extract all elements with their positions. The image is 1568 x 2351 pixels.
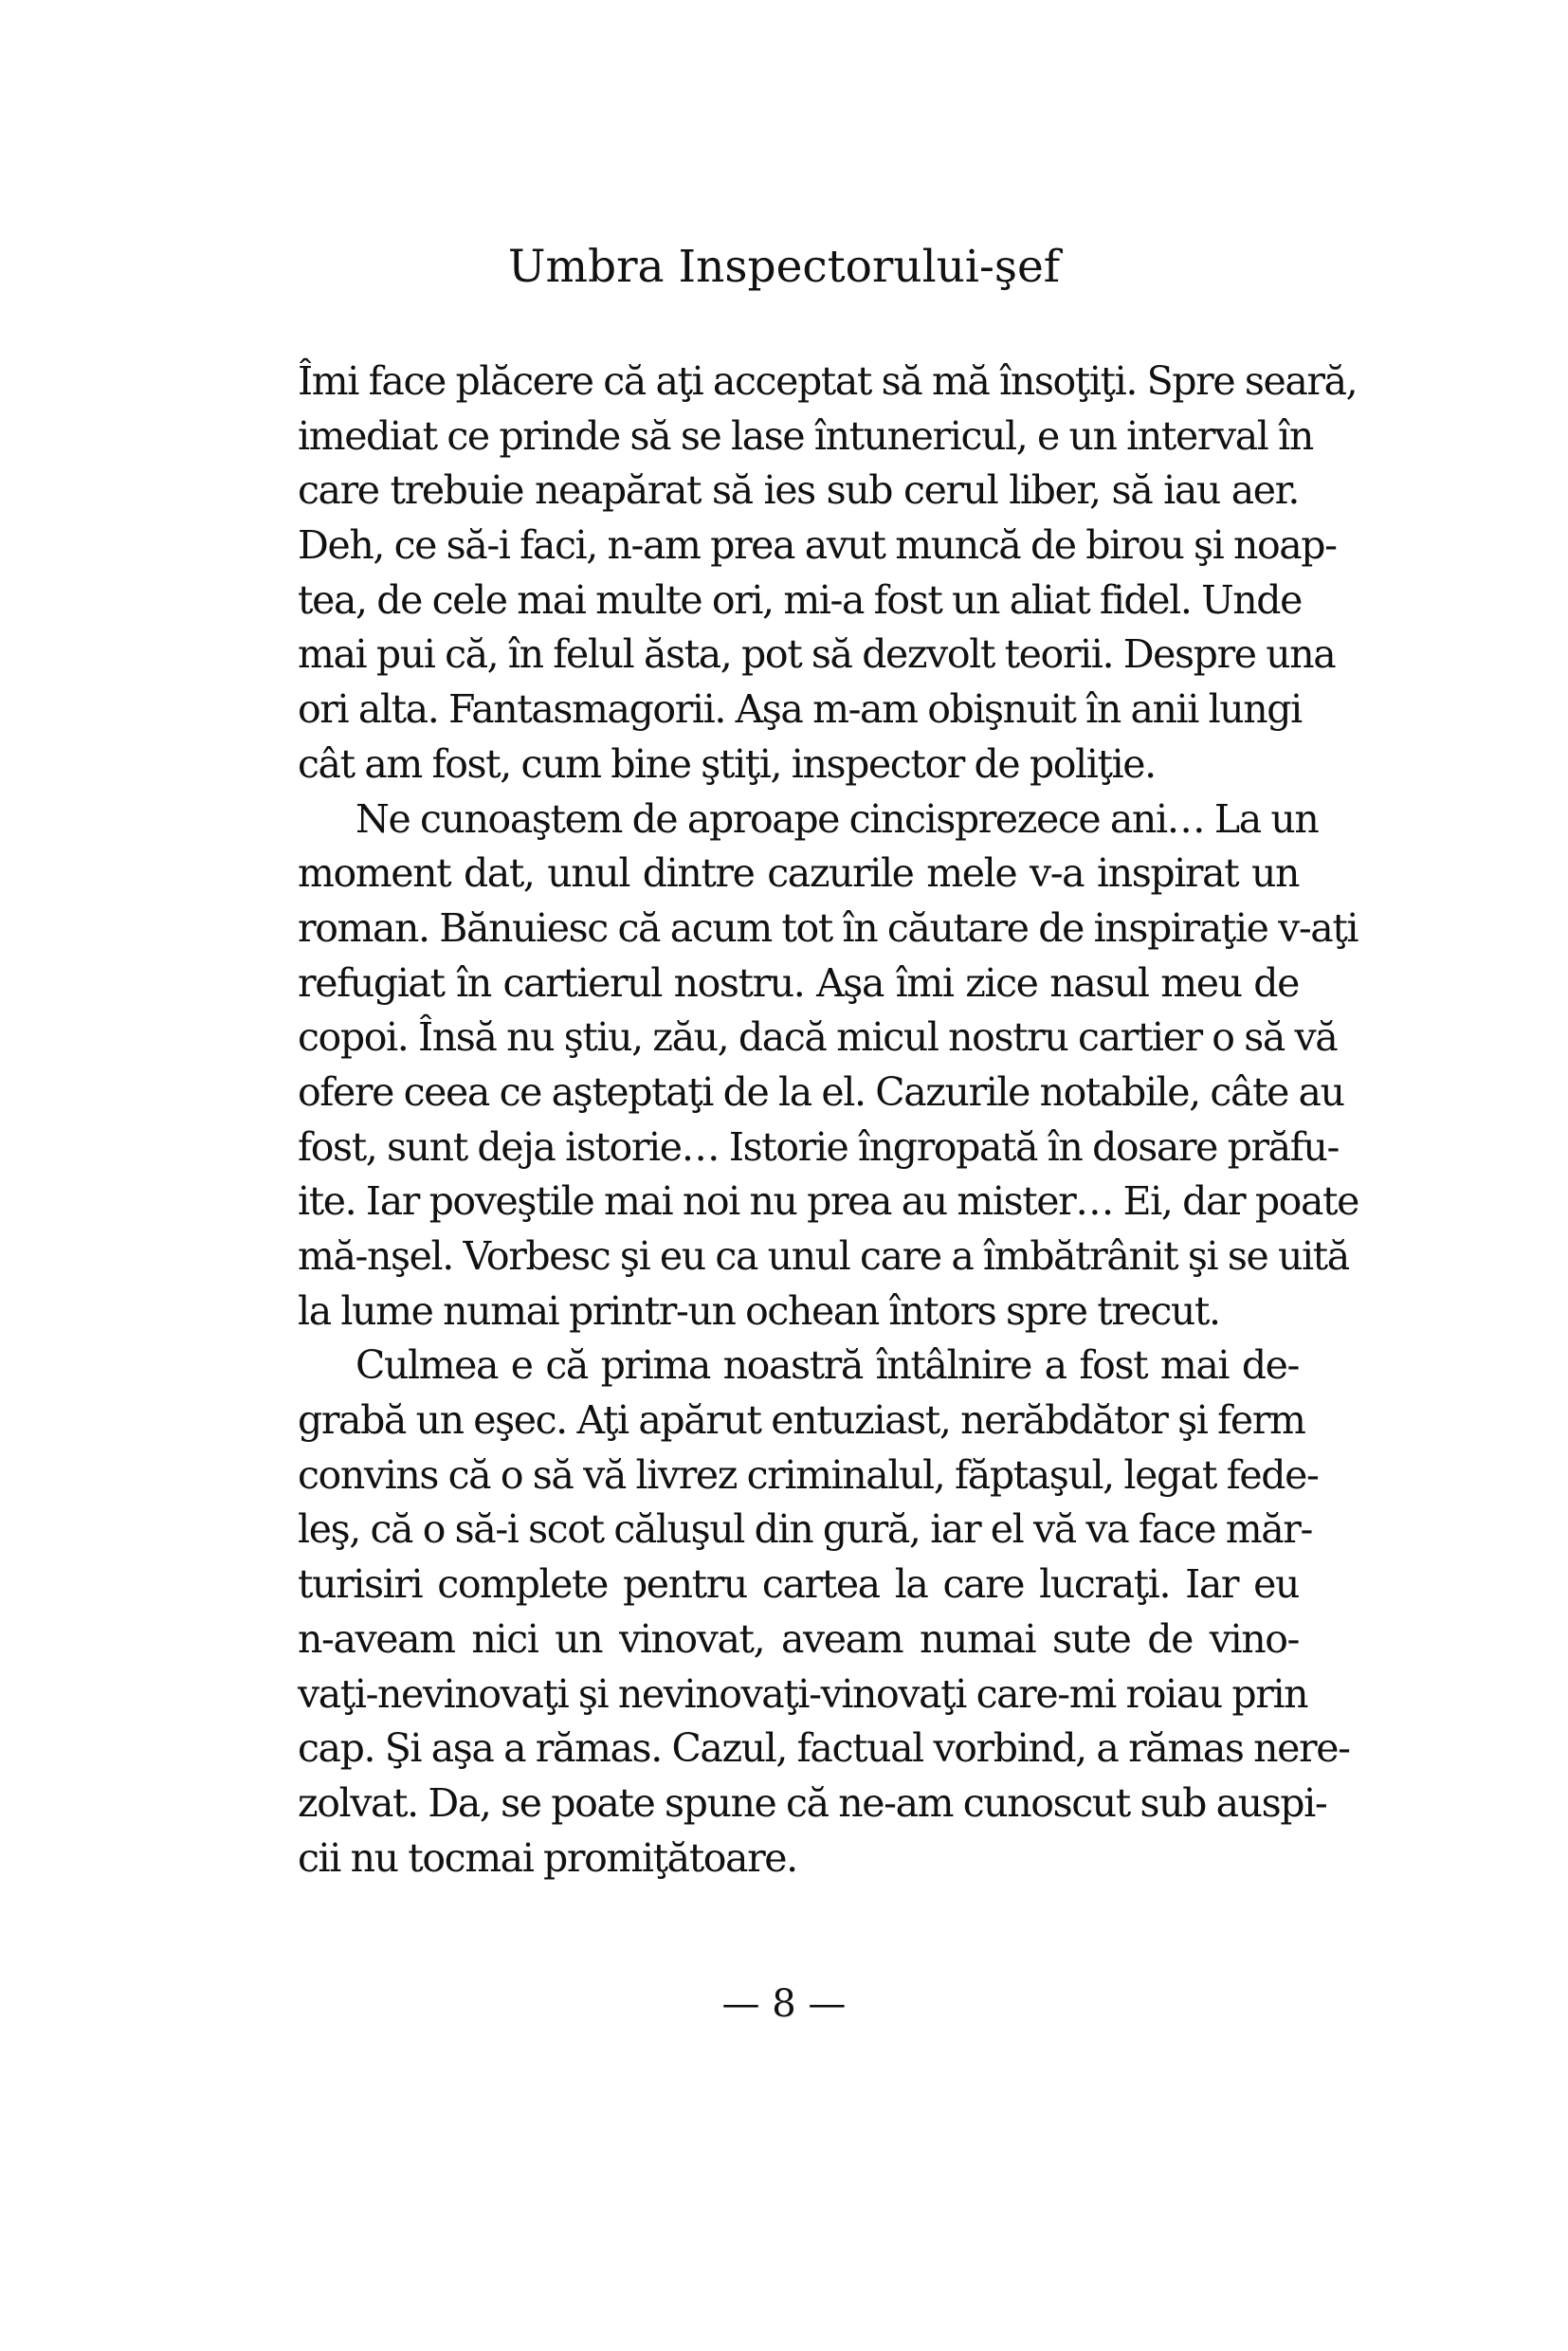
page-number: — 8 — (721, 1982, 847, 2026)
text-line: leş, că o să-i scot căluşul din gură, iar el vă va face măr- (298, 1506, 1312, 1553)
paragraph-2 (298, 793, 1358, 1340)
text-line: tea, de cele mai multe ori, mi-a fost un aliat fidel. Unde (298, 576, 1302, 623)
text-line: ofere ceea ce aşteptaţi de la el. Cazurile notabile, câte au (298, 1068, 1344, 1115)
text-line: la lume numai printr-un ochean întors spre trecut. (298, 1287, 1220, 1334)
text-line: roman. Bănuiesc că acum tot în căutare de inspiraţie v-aţi (298, 904, 1358, 951)
text-line: imediat ce prinde să se lase întunericul, e un interval în (298, 412, 1313, 459)
text-line: care trebuie neapărat să ies sub cerul liber, să iau aer. (298, 467, 1299, 514)
text-line: grabă un eşec. Aţi apărut entuziast, nerăbdător şi ferm (298, 1397, 1305, 1444)
text-line: ori alta. Fantasmagorii. Aşa m-am obişnuit în anii lungi (298, 686, 1302, 733)
paragraph-1 (298, 355, 1358, 793)
text-line: moment dat, unul dintre cazurile mele v-a inspirat un (298, 850, 1299, 897)
text-line: Deh, ce să-i faci, n-am prea avut muncă de birou şi noap- (298, 522, 1337, 569)
text-line: refugiat în cartierul nostru. Aşa îmi zice nasul meu de (298, 959, 1299, 1006)
text-line: n-aveam nici un vinovat, aveam numai sute de vino- (298, 1615, 1299, 1662)
chapter-title: Umbra Inspectorului-şef (507, 241, 1061, 293)
text-line: cât am fost, cum bine ştiţi, inspector de poliţie. (298, 740, 1156, 787)
text-line: Îmi face plăcere că aţi acceptat să mă însoţiţi. Spre seară, (298, 358, 1358, 404)
text-line: convins că o să vă livrez criminalul, făptaşul, legat fede- (298, 1451, 1319, 1498)
text-line: cap. Şi aşa a rămas. Cazul, factual vorbind, a rămas nere- (298, 1725, 1350, 1772)
text-line: ite. Iar poveştile mai noi nu prea au mister… Ei, dar poate (298, 1178, 1358, 1225)
text-line: mă-nşel. Vorbesc şi eu ca unul care a îmbătrânit şi se uită (298, 1233, 1349, 1279)
paragraph-3 (298, 1339, 1350, 1886)
text-line: zolvat. Da, se poate spune că ne-am cunoscut sub auspi- (298, 1779, 1327, 1826)
body-text (298, 355, 1358, 1886)
text-line: mai pui că, în felul ăsta, pot să dezvolt teorii. Despre una (298, 631, 1336, 678)
text-line: fost, sunt deja istorie… Istorie îngropată în dosare prăfu- (298, 1123, 1339, 1170)
text-line: turisiri complete pentru cartea la care lucraţi. Iar eu (298, 1561, 1299, 1608)
text-line: vaţi-nevinovaţi şi nevinovaţi-vinovaţi care-mi roiau prin (298, 1670, 1308, 1717)
text-line: Culmea e că prima noastră întâlnire a fost mai de- (356, 1342, 1299, 1389)
text-line: cii nu tocmai promiţătoare. (298, 1834, 797, 1881)
text-line: Ne cunoaştem de aproape cincisprezece ani… La un (356, 795, 1319, 842)
text-line: copoi. Însă nu ştiu, zău, dacă micul nostru cartier o să vă (298, 1014, 1338, 1061)
